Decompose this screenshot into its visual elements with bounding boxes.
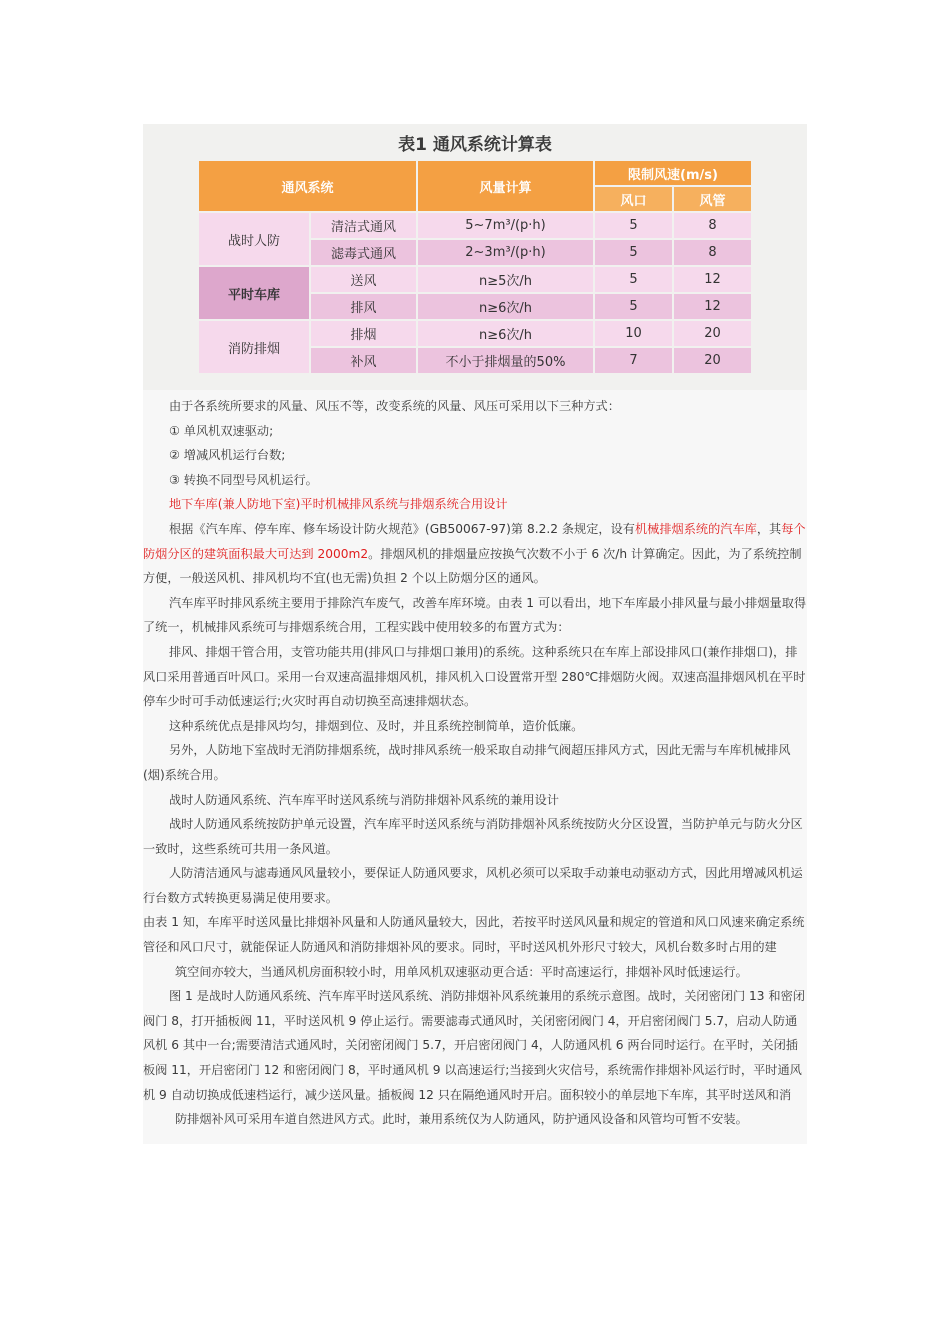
cell-airflow: 5~7m³/(p·h) [417, 212, 594, 239]
cell-duct: 20 [673, 320, 752, 347]
section-heading: 地下车库(兼人防地下室)平时机械排风系统与排烟系统合用设计 [169, 497, 508, 512]
header-speed-limit: 限制风速(m/s) [594, 160, 752, 186]
group-name: 战时人防 [198, 212, 310, 266]
cell-sub: 排烟 [310, 320, 417, 347]
paragraph: 排风、排烟干管合用，支管功能共用(排风口与排烟口兼用)的系统。这种系统只在车库上部设排风口(兼作排烟口)，排风口采用普通百叶风口。采用一台双速高温排烟风机，排风机入口设置常开型 280℃排烟防火阀。双速高温排烟风机在平时停车少时可手动低速运行;火灾时再自动切换至高速排烟状态。 [143, 644, 806, 709]
paragraph: 人防清洁通风与滤毒通风风量较小，要保证人防通风要求，风机必须可以采取手动兼电动驱动方式，因此用增减风机运行台数方式转换更易满足使用要求。 [143, 866, 803, 905]
cell-outlet: 5 [594, 293, 673, 320]
table-row [198, 212, 752, 239]
cell-airflow: 不小于排烟量的50% [417, 347, 594, 374]
paragraph: 这种系统优点是排风均匀，排烟到位、及时，并且系统控制简单，造价低廉。 [169, 718, 584, 733]
paragraph: 战时人防通风系统按防护单元设置，汽车库平时送风系统与消防排烟补风系统按防火分区设置，当防护单元与防火分区一致时，这些系统可共用一条风道。 [143, 817, 803, 856]
highlight-text: 机械排烟系统的汽车库 [635, 521, 757, 536]
cell-sub: 排风 [310, 293, 417, 320]
group-name: 消防排烟 [198, 320, 310, 374]
paragraph-text: 根据《汽车库、停车库、修车场设计防火规范》(GB50067-97)第 8.2.2 条规定，设有 [169, 521, 635, 536]
cell-outlet: 5 [594, 266, 673, 293]
group-name: 平时车库 [198, 266, 310, 320]
cell-duct: 12 [673, 266, 752, 293]
header-airflow: 风量计算 [417, 160, 594, 212]
table-row [198, 266, 752, 293]
cell-outlet: 10 [594, 320, 673, 347]
ventilation-table [197, 159, 753, 375]
paragraph-text: 。排烟风机的排烟量应按换气次数不小于 6 次/h 计算确定。因此，为了系统控制方便，一般送风机、排风机均不宜(也无需)负担 2 个以上防烟分区的通风。 [143, 546, 802, 586]
header-duct: 风管 [673, 186, 752, 212]
paragraph: 另外，人防地下室战时无消防排烟系统，战时排风系统一般采取自动排气阀超压排风方式，因此无需与车库机械排风(烟)系统合用。 [143, 743, 791, 782]
cell-duct: 20 [673, 347, 752, 374]
paragraph: 由于各系统所要求的风量、风压不等，改变系统的风量、风压可采用以下三种方式： [169, 399, 620, 413]
page-content [143, 124, 807, 1144]
cell-outlet: 5 [594, 212, 673, 239]
cell-airflow: n≥6次/h [417, 320, 594, 347]
paragraph: 筑空间亦较大，当通风机房面积较小时，用单风机双速驱动更合适：平时高速运行，排烟补风时低速运行。 [175, 964, 748, 979]
header-outlet: 风口 [594, 186, 673, 212]
list-item: ① 单风机双速驱动; [169, 423, 274, 438]
cell-airflow: n≥6次/h [417, 293, 594, 320]
body-text [143, 394, 807, 1132]
cell-duct: 8 [673, 212, 752, 239]
paragraph: 防排烟补风可采用车道自然进风方式。此时，兼用系统仅为人防通风，防护通风设备和风管均可暂不安装。 [175, 1112, 748, 1127]
cell-sub: 清洁式通风 [310, 212, 417, 239]
cell-duct: 8 [673, 239, 752, 266]
cell-airflow: 2~3m³/(p·h) [417, 239, 594, 266]
cell-sub: 送风 [310, 266, 417, 293]
highlight-text: 每个防烟分区的建筑面积最大可达到 2000m2 [143, 521, 806, 561]
table-image [143, 124, 807, 390]
cell-outlet: 5 [594, 239, 673, 266]
cell-sub: 滤毒式通风 [310, 239, 417, 266]
cell-duct: 12 [673, 293, 752, 320]
cell-sub: 补风 [310, 347, 417, 374]
cell-outlet: 7 [594, 347, 673, 374]
header-system: 通风系统 [198, 160, 417, 212]
paragraph-text: ，其 [756, 521, 782, 536]
cell-airflow: n≥5次/h [417, 266, 594, 293]
section-heading: 战时人防通风系统、汽车库平时送风系统与消防排烟补风系统的兼用设计 [169, 792, 559, 807]
table-title: 表1 通风系统计算表 [398, 135, 552, 155]
paragraph [143, 517, 807, 591]
paragraph: 图 1 是战时人防通风系统、汽车库平时送风系统、消防排烟补风系统兼用的系统示意图。战时，关闭密闭门 13 和密闭阀门 8，打开插板阀 11，平时送风机 9 停止运行。需要滤毒式通风时，关闭密闭阀门 4，开启密闭阀门 5.7，启动人防通风机 6 其中一台;需要清洁式通风时，关闭密闭阀门 5.7，开启密闭阀门 4，人防通风机 6 两台同时运行。在平时，关闭插板阀 11，开启密闭门 12 和密闭阀门 8，平时通风机 9 以高速运行;当接到火灾信号，系统需作排烟补风运行时，平时通风机 9 自动切换成低速档运行，减少送风量。插板阀 12 只在隔绝通风时开启。面积较小的单层地下车库，其平时送风和消 [143, 989, 805, 1102]
paragraph: 汽车库平时排风系统主要用于排除汽车废气，改善车库环境。由表 1 可以看出，地下车库最小排风量与最小排烟量取得了统一，机械排风系统可与排烟系统合用，工程实践中使用较多的布置方式为： [143, 595, 807, 635]
list-item: ③ 转换不同型号风机运行。 [169, 472, 318, 487]
list-item: ② 增减风机运行台数; [169, 448, 286, 463]
table-row [198, 320, 752, 347]
paragraph: 由表 1 知，车库平时送风量比排烟补风量和人防通风量较大，因此，若按平时送风风量和规定的管道和风口风速来确定系统管径和风口尺寸，就能保证人防通风和消防排烟补风的要求。同时，平时送风机外形尺寸较大，风机台数多时占用的建 [143, 915, 805, 955]
